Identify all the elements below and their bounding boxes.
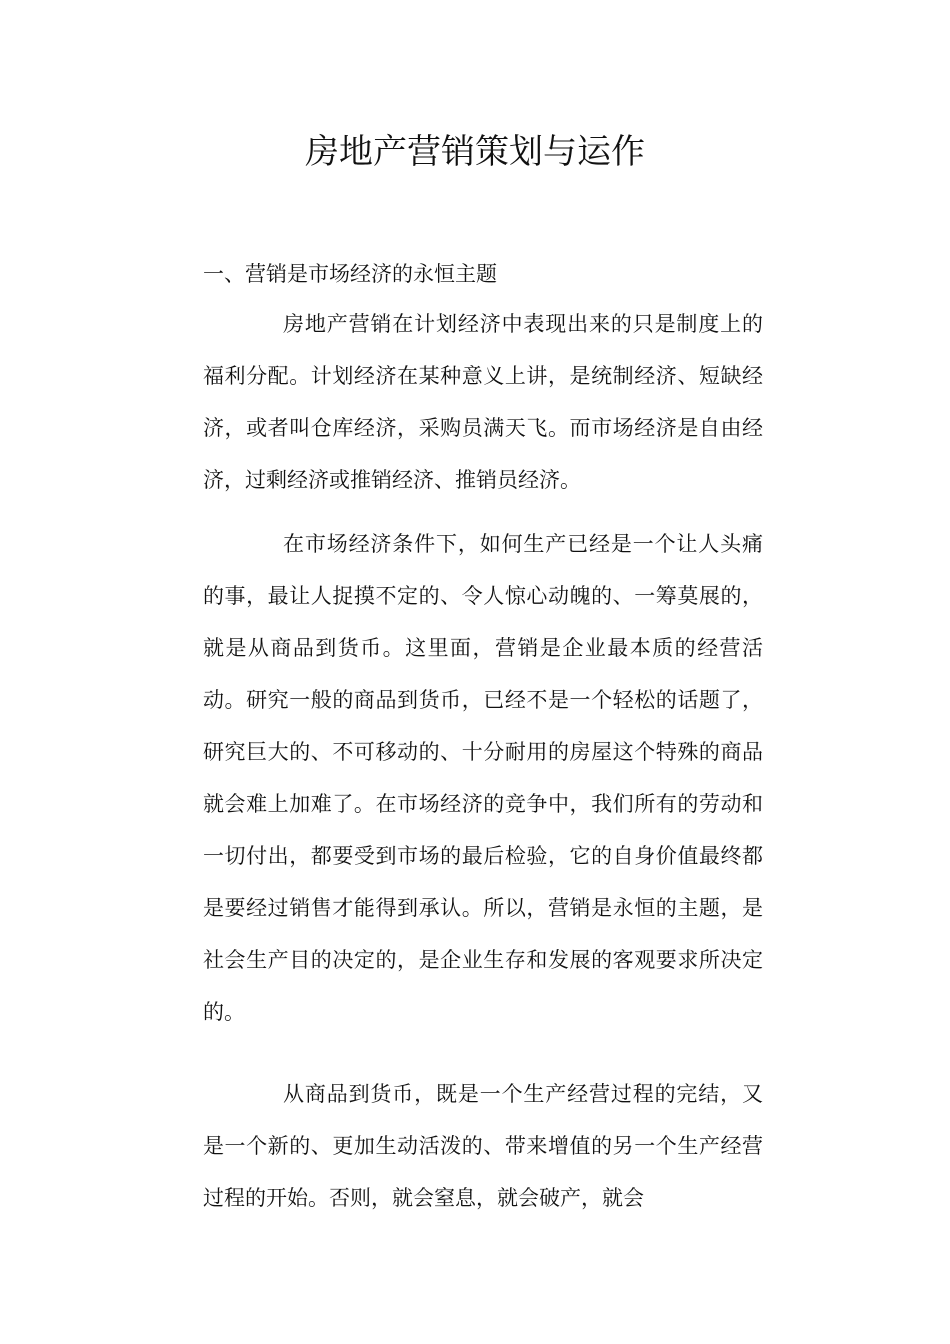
document-title: 房地产营销策划与运作	[305, 132, 645, 172]
paragraph-2: 在市场经济条件下，如何生产已经是一个让人头痛的事，最让人捉摸不定的、令人惊心动魄的、一筹莫展的，就是从商品到货币。这里面，营销是企业最本质的经营活动。研究一般的商品到货币，已经不是一个轻松的话题了，研究巨大的、不可移动的、十分耐用的房屋这个特殊的商品就会难上加难了。在市场经济的竞争中，我们所有的劳动和一切付出，都要受到市场的最后检验，它的自身价值最终都是要经过销售才能得到承认。所以，营销是永恒的主题，是社会生产目的决定的，是企业生存和发展的客观要求所决定的。	[203, 532, 763, 1024]
paragraph-1: 房地产营销在计划经济中表现出来的只是制度上的福利分配。计划经济在某种意义上讲，是统制经济、短缺经济，或者叫仓库经济，采购员满天飞。而市场经济是自由经济，过剩经济或推销经济、推销员经济。	[203, 312, 763, 492]
paragraph-3: 从商品到货币，既是一个生产经营过程的完结，又是一个新的、更加生动活泼的、带来增值的另一个生产经营过程的开始。否则，就会窒息，就会破产，就会	[203, 1082, 763, 1210]
section-heading: 一、营销是市场经济的永恒主题	[203, 262, 497, 286]
